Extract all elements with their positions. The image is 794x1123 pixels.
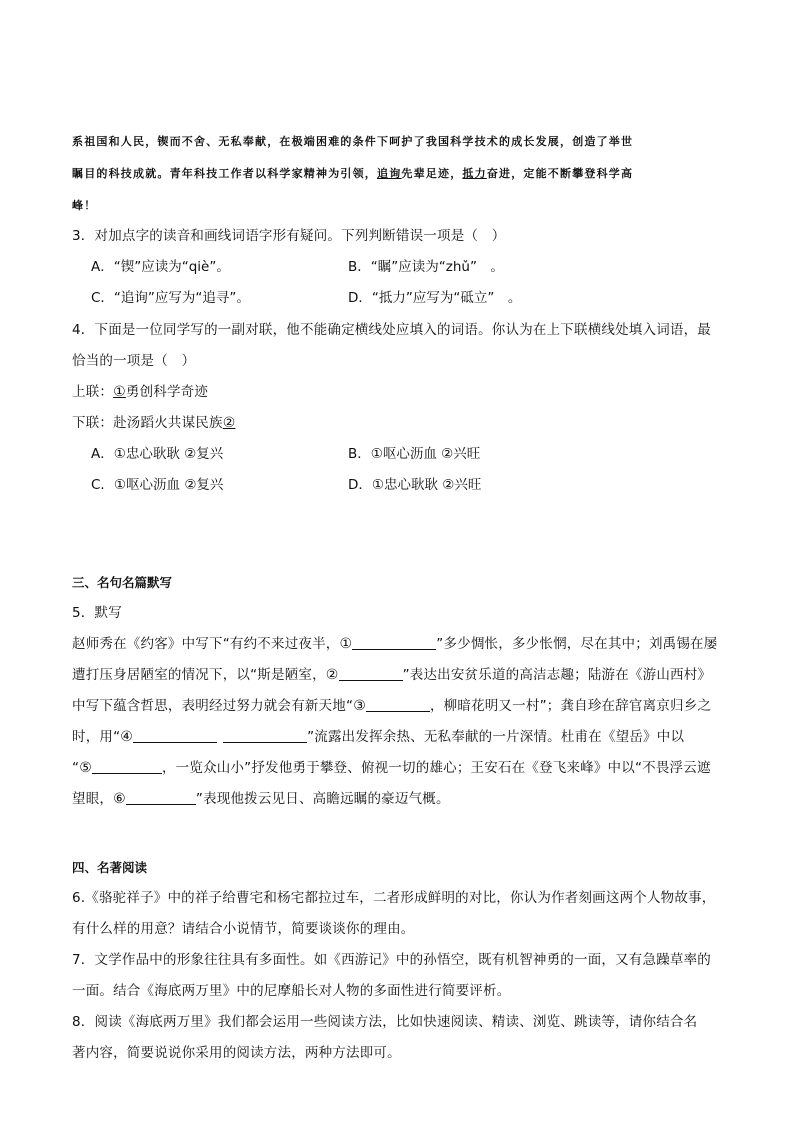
question-6-line-2: 有什么样的用意？请结合小说情节，简要谈谈你的理由。 [72, 921, 415, 937]
section-4-title: 四、名著阅读 [72, 860, 148, 875]
q4-option-b: B．①呕心沥血 ②兴旺 [348, 446, 481, 462]
dictation-text: 中写下蕴含哲思，表明经过努力就会有新天地“ [72, 698, 354, 714]
couplet-upper [72, 380, 208, 400]
passage-line-1: 系祖国和人民，锲而不舍、无私奉献，在极端困难的条件下呵护了我国科学技术的成长发展，创造了举世 [72, 135, 634, 148]
passage-text: 先辈足迹， [401, 167, 463, 180]
dictation-text: ”多少惆怅，多少怅惘，尽在其中；刘禹锡在屡 [436, 636, 718, 652]
question-5-label: 5．默写 [72, 605, 122, 621]
dictation-line-4 [72, 725, 684, 745]
q4-option-c: C．①呕心沥血 ②复兴 [91, 477, 224, 493]
dictation-text: ”表现他拨云见日、高瞻远瞩的豪迈气概。 [195, 791, 450, 807]
question-7-line-1: 7．文学作品中的形象往往具有多面性。如《西游记》中的孙悟空，既有机智神勇的一面，又有急躁草率的 [72, 952, 711, 968]
blank-marker-2: ② [222, 415, 236, 431]
dictation-line-6 [72, 787, 450, 807]
q3-option-b: B．“瞩”应读为“zhǔ” 。 [348, 259, 504, 275]
answer-blank-4a[interactable] [133, 728, 217, 743]
blank-number-2: ② [325, 667, 339, 683]
q3-option-d: D．“抵力”应写为“砥立” 。 [348, 290, 522, 306]
upper-text: 勇创科学奇迹 [125, 384, 209, 400]
answer-blank-2[interactable] [339, 666, 403, 681]
answer-blank-1[interactable] [352, 635, 436, 650]
question-6-line-1: 6.《骆驼祥子》中的祥子给曹宅和杨宅都拉过车，二者形成鲜明的对比，你认为作者刻画这两个人物故事， [72, 890, 716, 906]
blank-number-1: ① [339, 636, 353, 652]
question-4-stem-line-2: 恰当的一项是（ ） [72, 353, 196, 369]
dictation-text: 望眼， [72, 791, 114, 807]
dictation-text: ”流露出发挥余热、无私奉献的一片深情。杜甫在《望岳》中以 [307, 729, 685, 745]
dictation-text: 时，用“ [72, 729, 121, 745]
answer-blank-6[interactable] [126, 790, 196, 805]
dictation-text: ，柳暗花明又一村”；龚自珍在辞官离京归乡之 [429, 698, 712, 714]
blank-number-6: ⑥ [113, 791, 126, 807]
question-3-stem: 3．对加点字的读音和画线词语字形有疑问。下列判断错误一项是（ ） [72, 228, 506, 244]
passage-text: 瞩目的科技成就。青年科技工作者以科学家精神为引领， [72, 167, 377, 180]
passage-text: 奋进，定能不断攀登科学高 [486, 167, 634, 180]
q4-option-a: A．①忠心耿耿 ②复兴 [91, 446, 224, 462]
answer-blank-5[interactable] [92, 759, 162, 774]
dictation-line-2 [72, 663, 711, 683]
lower-text: 下联：赴汤蹈火共谋民族 [72, 415, 223, 431]
dictation-text: 赵师秀在《约客》中写下“有约不来过夜半， [72, 636, 340, 652]
underlined-word: 抵力 [462, 167, 487, 180]
q3-option-a: A．“锲”应读为“qiè”。 [91, 259, 230, 275]
dictation-line-5 [72, 756, 711, 776]
blank-number-4: ④ [120, 729, 134, 745]
couplet-lower [72, 411, 235, 431]
passage-line-2 [72, 165, 633, 181]
dictation-line-1 [72, 632, 717, 652]
question-8-line-1: 8．阅读《海底两万里》我们都会运用一些阅读方法，比如快速阅读、精读、浏览、跳读等，请你结合名 [72, 1014, 698, 1030]
dictation-text: ，一览众山小”抒发他勇于攀登、俯视一切的雄心；王安石在《登飞来峰》中以“不畏浮云遮 [161, 760, 711, 776]
q4-option-d: D．①忠心耿耿 ②兴旺 [348, 477, 482, 493]
answer-blank-3[interactable] [366, 697, 430, 712]
underlined-word: 追询 [377, 167, 402, 180]
blank-marker-1: ① [113, 384, 126, 400]
upper-label: 上联： [72, 384, 114, 400]
dictation-line-3 [72, 694, 711, 714]
section-3-title: 三、名句名篇默写 [72, 575, 173, 590]
dictation-text: ”表达出安贫乐道的高洁志趣；陆游在《游山西村》 [402, 667, 712, 683]
passage-line-3: 峰！ [72, 199, 97, 212]
blank-number-3: ③ [353, 698, 366, 714]
dictation-text: 遭打压身居陋室的情况下，以“斯是陋室， [72, 667, 326, 683]
question-7-line-2: 一面。结合《海底两万里》中的尼摩船长对人物的多面性进行简要评析。 [72, 983, 511, 999]
answer-blank-4b[interactable] [223, 728, 307, 743]
dictation-text: “ [72, 760, 80, 776]
question-4-stem-line-1: 4．下面是一位同学写的一副对联，他不能确定横线处应填入的词语。你认为在上下联横线处填入词语，最 [72, 322, 711, 338]
q3-option-c: C．“追询”应写为“追寻”。 [91, 290, 250, 306]
question-8-line-2: 著内容，简要说说你采用的阅读方法，两种方法即可。 [72, 1045, 401, 1061]
blank-number-5: ⑤ [79, 760, 92, 776]
